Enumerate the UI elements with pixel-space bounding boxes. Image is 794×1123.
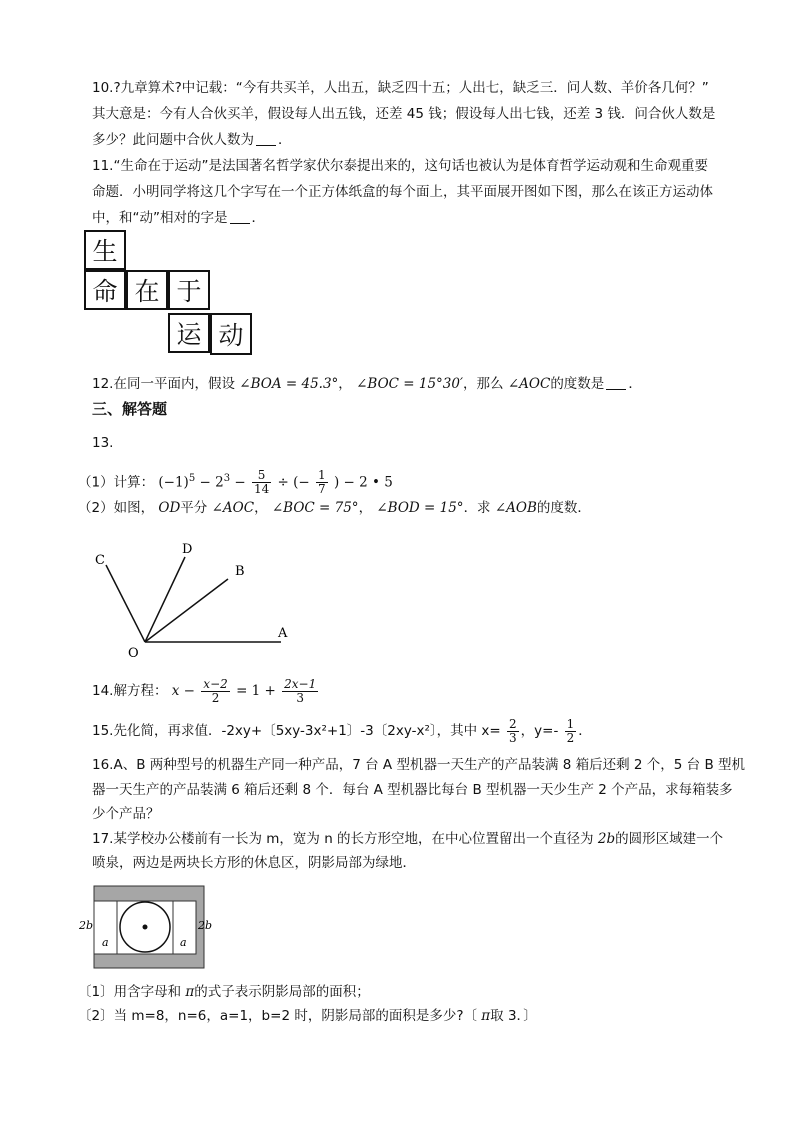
q13-expr-part3: − — [230, 474, 246, 491]
q17-p1-b: 的式子表示阴影局部的面积； — [194, 984, 370, 1000]
q13-expr-part2: − 2 — [195, 474, 224, 491]
q12-mid: ，那么 — [463, 376, 504, 392]
q17-p1-pi: π — [185, 984, 195, 1000]
q17-p2-a: 〔2〕当 m=8，n=6，a=1，b=2 时，阴影局部的面积是多少?〔 — [78, 1008, 477, 1024]
q17-p1-a: 〔1〕用含字母和 — [78, 984, 182, 1000]
q17-part2 — [78, 1006, 537, 1026]
q10-line3-end: ． — [278, 132, 292, 148]
q17-line1 — [92, 829, 723, 849]
q17-line1-c: 的圆形区域建一个 — [615, 831, 724, 847]
q13-p2-sep2: ， — [358, 500, 373, 516]
q13-p2-text2: ．求 — [463, 500, 491, 516]
q15-end: ． — [578, 723, 592, 739]
q17-part1 — [78, 982, 370, 1002]
q13-frac-1-7 — [316, 469, 328, 496]
q11-line3-end: ． — [251, 210, 265, 226]
label-b: B — [235, 564, 245, 579]
q13-frac2-den: 7 — [318, 482, 326, 496]
q11-line1: 11.“生命在于运动”是法国著名哲学家伏尔泰提出来的，这句话也被认为是体育哲学运动观和生命观重要 — [92, 158, 708, 174]
q13-expr-exp2: 3 — [223, 473, 231, 484]
ray-oc — [106, 565, 145, 642]
q12-angle-aoc: ∠AOC — [507, 376, 551, 392]
q16-line2: 器一天生产的产品装满 6 箱后还剩 8 个．每台 A 型机器比每台 B 型机器一天少生产 2 个产品，求每箱装多 — [92, 782, 733, 798]
q14-frac2 — [282, 678, 318, 705]
q10-answer-blank[interactable] — [256, 131, 276, 146]
q11-line3-text: 中，和“动”相对的字是 — [92, 210, 228, 226]
ray-od — [145, 557, 185, 642]
net-face-5: 运 — [168, 313, 210, 353]
q17-line2: 喷泉，两边是两块长方形的休息区，阴影局部为绿地． — [92, 855, 416, 871]
q12-angle-boa: ∠BOA = 45.3° — [239, 376, 339, 392]
q14-frac2-num: 2x−1 — [284, 676, 317, 691]
q15-x-num: 2 — [509, 716, 517, 731]
q10-line1: 10.?九章算术?中记载：“今有共买羊，人出五，缺乏四十五；人出七，缺乏三．问人数、羊价各几何？” — [92, 80, 709, 96]
q15-y-frac — [565, 718, 577, 745]
q13-frac2-num: 1 — [318, 468, 326, 482]
q11-line2: 命题．小明同学将这几个字写在一个正方体纸盒的每个面上，其平面展开图如下图，那么在该正方运动体 — [92, 184, 713, 200]
q13-p2-aob: ∠AOB — [494, 500, 537, 516]
q15-x-frac — [507, 718, 519, 745]
q13-p2-sep: ， — [254, 500, 268, 516]
q11-line3 — [92, 208, 265, 228]
net-face-6: 动 — [210, 313, 252, 355]
q16-line3: 少个产品？ — [92, 806, 160, 822]
label-2b-right: 2b — [198, 919, 213, 932]
q11-answer-blank[interactable] — [230, 209, 250, 224]
section-title: 三、解答题 — [92, 400, 168, 418]
q10-line2: 其大意是：今有人合伙买羊，假设每人出五钱，还差 45 钱；假设每人出七钱，还差 3 钱．问合伙人数是 — [92, 106, 716, 122]
q10-line3 — [92, 130, 292, 150]
fountain-figure — [76, 882, 226, 972]
q14-frac1-den: 2 — [211, 690, 220, 705]
q13-p2-bod: ∠BOD = 15° — [376, 500, 464, 516]
q14-frac1-num: x−2 — [203, 676, 228, 691]
label-a-right: a — [180, 936, 187, 949]
q14-label: 14.解方程： — [92, 683, 168, 699]
q13-expr-exp1: 5 — [188, 473, 196, 484]
q13-frac1-den: 14 — [253, 482, 270, 496]
q13-frac-5-14 — [252, 469, 271, 496]
q13-p2-od: OD — [158, 500, 181, 516]
q14-frac2-den: 3 — [296, 690, 305, 705]
q13-expr-part5: ) − 2 • 5 — [333, 474, 393, 491]
ray-ob — [145, 579, 228, 642]
q15-mid: ，y=- — [520, 723, 559, 739]
q17-p2-pi: π — [481, 1008, 491, 1024]
q12-angle-boc: ∠BOC = 15°30′ — [356, 376, 464, 392]
q13-part1 — [78, 464, 393, 498]
q17-p2-b: 取 3．〕 — [490, 1008, 537, 1024]
q16-line1: 16.A、B 两种型号的机器生产同一种产品，7 台 A 型机器一天生产的产品装满 8 箱后还剩 2 个，5 台 B 型机 — [92, 757, 746, 773]
net-face-2: 命 — [84, 270, 126, 310]
q13-expr-part1: (−1) — [158, 474, 189, 491]
q15-text: 15.先化简，再求值．-2xy+〔5xy-3x²+1〕-3〔2xy-x²〕，其中 x= — [92, 723, 501, 739]
label-2b-left: 2b — [79, 919, 94, 932]
label-a: A — [278, 626, 288, 641]
q12-end: ． — [628, 376, 642, 392]
net-face-3: 在 — [126, 270, 168, 310]
circle-center — [143, 925, 148, 930]
q12-suffix: 的度数是 — [550, 376, 605, 392]
label-c: C — [95, 553, 105, 568]
q13-p2-boc: ∠BOC = 75° — [271, 500, 359, 516]
q14-eq: = 1 + — [236, 683, 276, 699]
q13-p2-aoc: ∠AOC — [211, 500, 255, 516]
q14-line — [92, 676, 320, 706]
q12-line — [92, 374, 642, 394]
q13-frac1-num: 5 — [252, 469, 271, 483]
q14-x: x − — [171, 683, 195, 699]
angle-figure — [88, 535, 298, 660]
label-a-left: a — [102, 936, 109, 949]
q13-p2-label: （2）如图， — [78, 500, 155, 516]
q10-line3-text: 多少？此问题中合伙人数为 — [92, 132, 254, 148]
q12-prefix: 12.在同一平面内，假设 — [92, 376, 235, 392]
label-d: D — [182, 542, 193, 557]
q15-y-den: 2 — [566, 730, 575, 745]
q13-part2 — [78, 498, 591, 518]
q13-p2-text3: 的度数． — [536, 500, 591, 516]
q17-diameter: 2b — [597, 831, 616, 847]
label-o: O — [128, 646, 139, 660]
q15-line — [92, 716, 592, 746]
q12-sep: ， — [338, 376, 352, 392]
q13-expr-part4: ÷ (− — [277, 474, 310, 491]
q15-y-num: 1 — [566, 716, 575, 731]
q13-label: 13. — [92, 435, 114, 451]
q15-x-den: 3 — [509, 730, 517, 745]
net-face-4: 于 — [168, 270, 210, 310]
q17-line1-a: 17.某学校办公楼前有一长为 m，宽为 n 的长方形空地，在中心位置留出一个直径为 — [92, 831, 594, 847]
q13-p1-label: （1）计算： — [78, 474, 155, 491]
q14-frac1 — [201, 678, 229, 705]
q13-p2-text1: 平分 — [180, 500, 208, 516]
net-face-1: 生 — [84, 230, 126, 270]
q12-answer-blank[interactable] — [606, 375, 626, 390]
